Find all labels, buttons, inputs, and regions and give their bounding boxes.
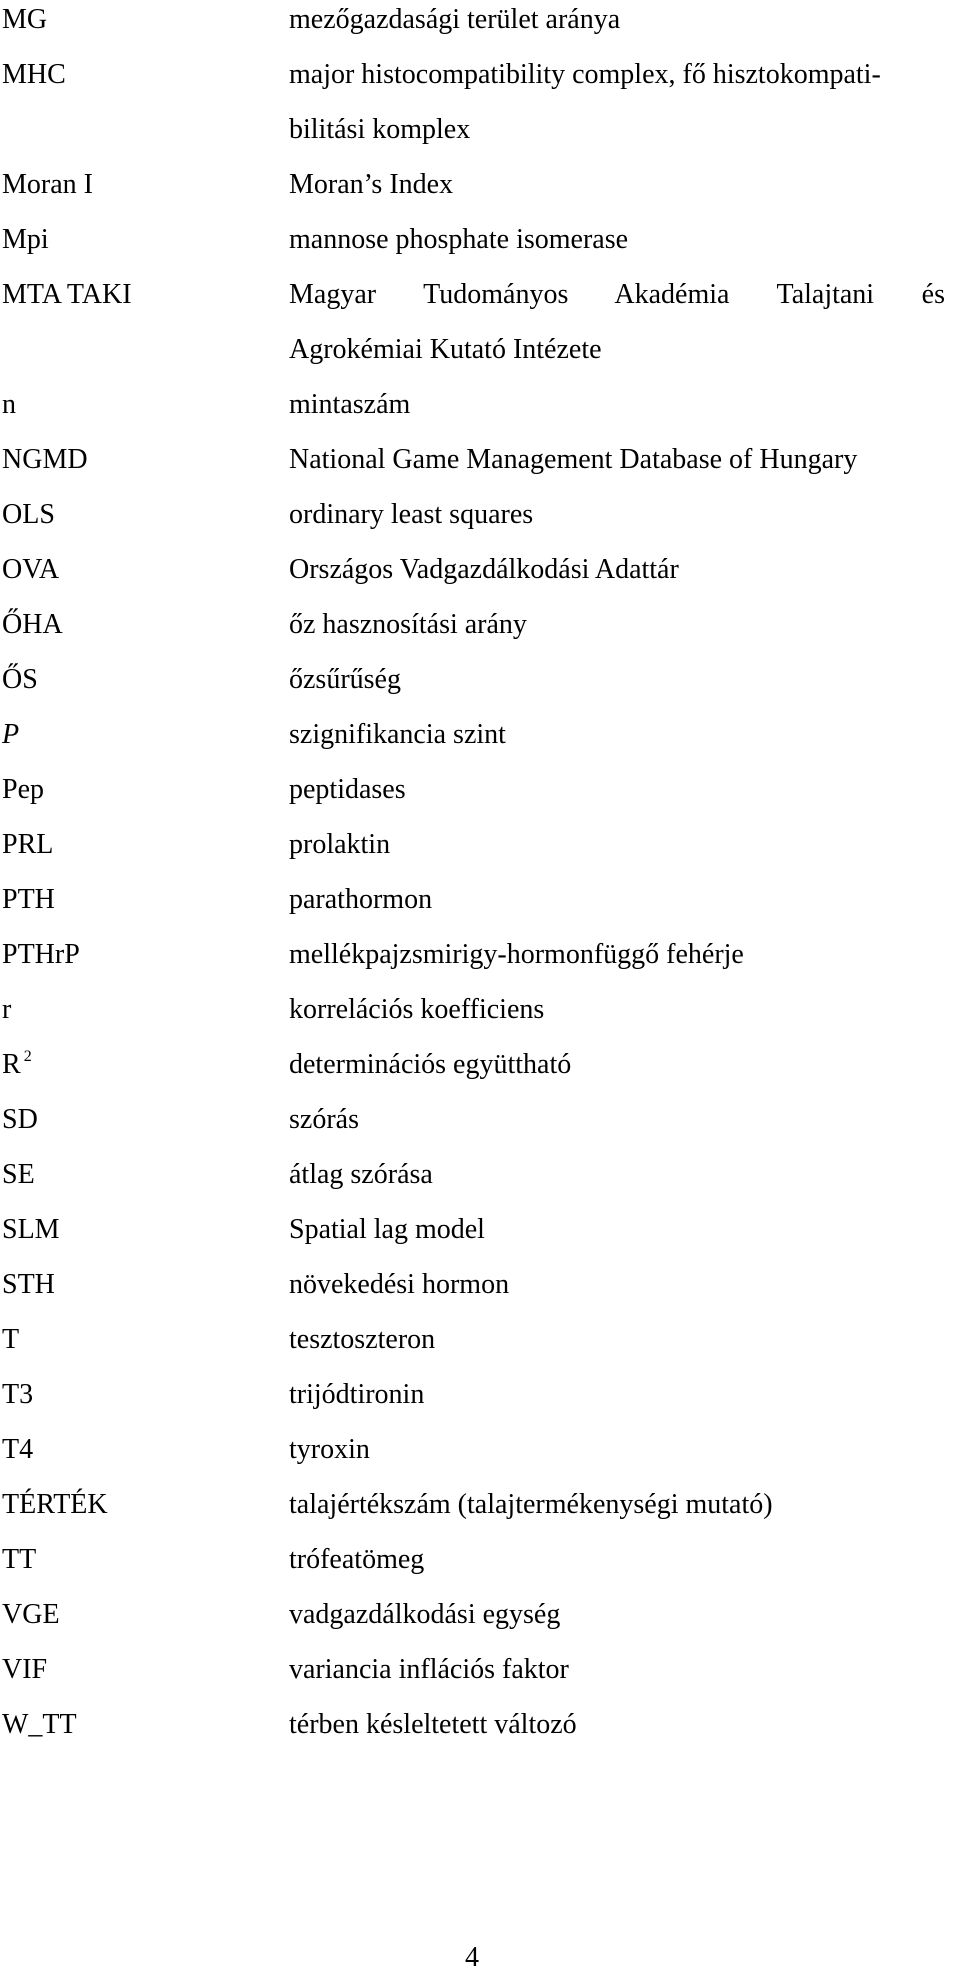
abbreviation-row — [0, 220, 960, 260]
definition-line: tyroxin — [289, 1434, 370, 1465]
abbreviation-term — [0, 1705, 289, 1745]
abbreviation-term — [0, 1650, 289, 1690]
definition-line: Agrokémiai Kutató Intézete — [289, 334, 602, 365]
abbreviation-row — [0, 495, 960, 535]
abbreviation-term-text: ŐHA — [2, 609, 63, 640]
abbreviation-definition — [289, 1650, 945, 1690]
definition-line: mintaszám — [289, 389, 411, 420]
abbreviation-term — [0, 165, 289, 205]
definition-line: talajértékszám (talajtermékenységi mutató) — [289, 1489, 773, 1520]
abbreviation-term-text: SD — [2, 1104, 38, 1135]
abbreviation-row — [0, 770, 960, 810]
definition-line: vadgazdálkodási egység — [289, 1599, 561, 1630]
abbreviation-term — [0, 660, 289, 700]
abbreviation-term — [0, 1485, 289, 1525]
definition-line: prolaktin — [289, 829, 391, 860]
abbreviation-term — [0, 935, 289, 975]
abbreviation-term-text: TT — [2, 1544, 37, 1575]
abbreviation-definition — [289, 715, 945, 755]
abbreviation-term-text: T — [2, 1324, 20, 1355]
abbreviation-term — [0, 55, 289, 95]
abbreviation-term — [0, 605, 289, 645]
abbreviation-row — [0, 1155, 960, 1195]
abbreviation-definition — [289, 1100, 945, 1140]
abbreviation-definition — [289, 220, 945, 260]
abbreviation-definition — [289, 1320, 945, 1360]
definition-line: növekedési hormon — [289, 1269, 510, 1300]
definition-line: Országos Vadgazdálkodási Adattár — [289, 554, 679, 585]
abbreviation-row — [0, 990, 960, 1030]
abbreviation-row — [0, 715, 960, 755]
definition-line: mellékpajzsmirigy-hormonfüggő fehérje — [289, 939, 744, 970]
abbreviation-term-text: PRL — [2, 829, 54, 860]
abbreviation-term-text: r — [2, 994, 12, 1025]
abbreviation-term — [0, 440, 289, 480]
abbreviation-term-superscript: 2 — [23, 1048, 32, 1065]
abbreviation-term — [0, 1100, 289, 1140]
abbreviation-term — [0, 275, 289, 315]
abbreviation-term — [0, 1320, 289, 1360]
abbreviation-term — [0, 1540, 289, 1580]
definition-line: tesztoszteron — [289, 1324, 436, 1355]
page-number: 4 — [465, 1942, 479, 1973]
abbreviation-row — [0, 385, 960, 425]
abbreviation-term — [0, 1210, 289, 1250]
abbreviation-row — [0, 660, 960, 700]
abbreviation-definition — [289, 1210, 945, 1250]
abbreviation-term-text: Moran I — [2, 169, 93, 200]
abbreviation-term-text: P — [2, 719, 20, 750]
abbreviation-row — [0, 1705, 960, 1745]
abbreviation-definition — [289, 440, 945, 480]
abbreviation-term — [0, 1045, 289, 1085]
abbreviation-row — [0, 1595, 960, 1635]
abbreviation-definition — [289, 1485, 945, 1525]
abbreviation-definition — [289, 1705, 945, 1745]
abbreviation-row — [0, 605, 960, 645]
abbreviation-term-text: PTH — [2, 884, 55, 915]
definition-line: őz hasznosítási arány — [289, 609, 527, 640]
abbreviation-term-text: VIF — [2, 1654, 48, 1685]
definition-line: térben késleltetett változó — [289, 1709, 577, 1740]
abbreviation-definition — [289, 1375, 945, 1415]
abbreviation-row — [0, 1485, 960, 1525]
abbreviation-definition — [289, 1430, 945, 1470]
definition-line: szignifikancia szint — [289, 719, 506, 750]
abbreviation-term-text: SE — [2, 1159, 35, 1190]
definition-line: bilitási komplex — [289, 114, 471, 145]
abbreviation-row — [0, 0, 960, 40]
abbreviation-row — [0, 1540, 960, 1580]
definition-line: szórás — [289, 1104, 359, 1135]
definition-line: korrelációs koefficiens — [289, 994, 545, 1025]
abbreviation-term — [0, 1155, 289, 1195]
abbreviation-row — [0, 1375, 960, 1415]
definition-line: trófeatömeg — [289, 1544, 425, 1575]
abbreviation-term-text: MG — [2, 4, 48, 35]
abbreviation-definition — [289, 55, 945, 150]
definition-line: átlag szórása — [289, 1159, 433, 1190]
abbreviation-row — [0, 275, 960, 370]
abbreviation-term-text: OVA — [2, 554, 60, 585]
abbreviation-term — [0, 1265, 289, 1305]
abbreviation-definition — [289, 0, 945, 40]
abbreviation-definition — [289, 550, 945, 590]
abbreviation-definition — [289, 1540, 945, 1580]
definition-line: major histocompatibility complex, fő hisztokompati- — [289, 59, 881, 90]
abbreviation-definition — [289, 1155, 945, 1195]
abbreviation-definition — [289, 605, 945, 645]
abbreviation-term-text: STH — [2, 1269, 55, 1300]
abbreviation-term — [0, 715, 289, 755]
abbreviation-term — [0, 385, 289, 425]
definition-line: determinációs együttható — [289, 1049, 572, 1080]
abbreviation-term-text: MTA TAKI — [2, 279, 132, 310]
abbreviation-definition — [289, 1265, 945, 1305]
abbreviation-definition — [289, 770, 945, 810]
definition-line: parathormon — [289, 884, 433, 915]
abbreviation-row — [0, 55, 960, 150]
abbreviation-term-text: T4 — [2, 1434, 34, 1465]
abbreviation-row — [0, 1430, 960, 1470]
definition-line: Moran’s Index — [289, 169, 454, 200]
abbreviation-definition — [289, 825, 945, 865]
abbreviation-row — [0, 1045, 960, 1085]
abbreviation-term — [0, 0, 289, 40]
abbreviation-row — [0, 1210, 960, 1250]
definition-line: mannose phosphate isomerase — [289, 224, 629, 255]
abbreviation-term-text: SLM — [2, 1214, 60, 1245]
abbreviation-term-text: VGE — [2, 1599, 60, 1630]
abbreviation-term-text: R — [2, 1049, 21, 1080]
definition-line: National Game Management Database of Hungary — [289, 444, 858, 475]
abbreviation-term — [0, 1595, 289, 1635]
abbreviation-term — [0, 1430, 289, 1470]
abbreviation-row — [0, 935, 960, 975]
abbreviation-definition — [289, 165, 945, 205]
abbreviation-term — [0, 825, 289, 865]
abbreviation-row — [0, 440, 960, 480]
abbreviation-definition — [289, 385, 945, 425]
abbreviation-term-text: Pep — [2, 774, 44, 805]
definition-line: peptidases — [289, 774, 406, 805]
abbreviation-definition — [289, 1595, 945, 1635]
abbreviation-term-text: OLS — [2, 499, 55, 530]
definition-line: Magyar Tudományos Akadémia Talajtani és — [289, 279, 945, 310]
abbreviation-definition — [289, 1045, 945, 1085]
abbreviation-term — [0, 550, 289, 590]
abbreviation-row — [0, 1320, 960, 1360]
definition-line: őzsűrűség — [289, 664, 401, 695]
abbreviation-term-text: MHC — [2, 59, 66, 90]
abbreviation-term — [0, 880, 289, 920]
abbreviation-term-text: Mpi — [2, 224, 49, 255]
definition-line: variancia inflációs faktor — [289, 1654, 569, 1685]
abbreviation-term-text: T3 — [2, 1379, 34, 1410]
abbreviation-term — [0, 990, 289, 1030]
abbreviation-row — [0, 1265, 960, 1305]
abbreviation-term — [0, 220, 289, 260]
abbreviation-row — [0, 880, 960, 920]
abbreviation-definition — [289, 990, 945, 1030]
abbreviation-row — [0, 825, 960, 865]
abbreviation-term-text: n — [2, 389, 16, 420]
definition-line: Spatial lag model — [289, 1214, 485, 1245]
definition-line: ordinary least squares — [289, 499, 534, 530]
abbreviation-row — [0, 1650, 960, 1690]
definition-line: trijódtironin — [289, 1379, 425, 1410]
abbreviation-definition — [289, 880, 945, 920]
abbreviation-row — [0, 1100, 960, 1140]
abbreviation-term-text: NGMD — [2, 444, 88, 475]
definition-line: mezőgazdasági terület aránya — [289, 4, 621, 35]
abbreviation-definition — [289, 660, 945, 700]
abbreviation-definition — [289, 275, 945, 370]
abbreviation-term — [0, 495, 289, 535]
abbreviation-term — [0, 770, 289, 810]
abbreviation-term-text: ŐS — [2, 664, 38, 695]
abbreviation-row — [0, 550, 960, 590]
abbreviation-term — [0, 1375, 289, 1415]
abbreviation-definition — [289, 935, 945, 975]
abbreviation-term-text: TÉRTÉK — [2, 1489, 108, 1520]
abbreviation-term-text: PTHrP — [2, 939, 80, 970]
abbreviation-row — [0, 165, 960, 205]
abbreviation-definition — [289, 495, 945, 535]
abbreviation-term-text: W_TT — [2, 1709, 77, 1740]
